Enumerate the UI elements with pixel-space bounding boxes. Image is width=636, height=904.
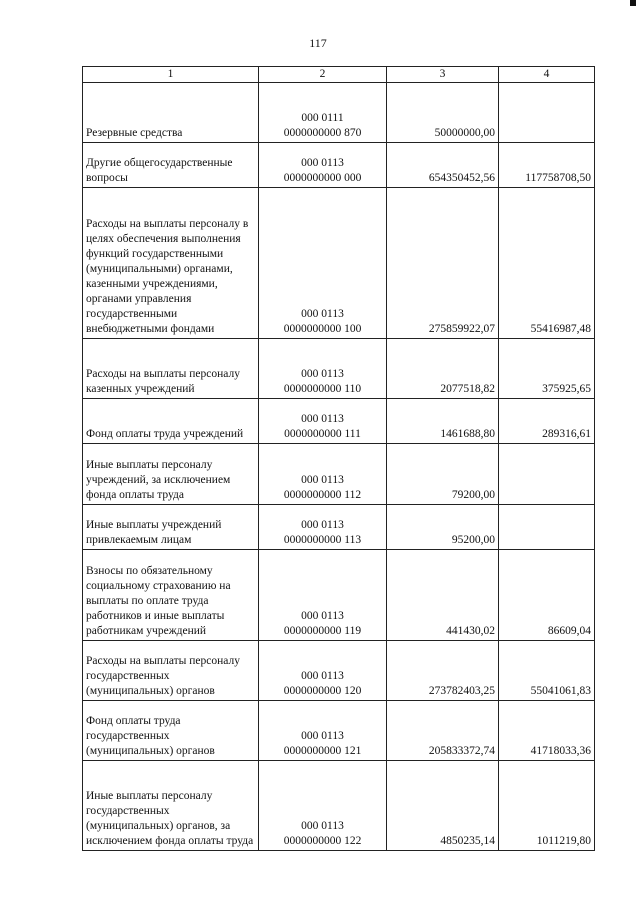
- row-name: Фонд оплаты труда государственных (муниципальных) органов: [83, 701, 259, 761]
- table-row: [83, 505, 595, 550]
- row-name: Иные выплаты персоналу учреждений, за исключением фонда оплаты труда: [83, 444, 259, 505]
- table-row: [83, 83, 595, 143]
- code-target: 0000000000 120: [283, 685, 362, 697]
- code-section: 000 0113: [301, 519, 344, 531]
- table-row: [83, 550, 595, 641]
- code-section: 000 0113: [301, 308, 344, 320]
- row-code: [259, 399, 387, 444]
- row-name: Резервные средства: [83, 83, 259, 143]
- code-section: 000 0113: [301, 670, 344, 682]
- budget-table: [82, 66, 595, 851]
- code-target: 0000000000 100: [283, 323, 362, 335]
- table-row: [83, 339, 595, 399]
- column-header: 4: [499, 67, 595, 83]
- row-col3-value: 4850235,14: [387, 761, 499, 851]
- code-target: 0000000000 119: [283, 625, 362, 637]
- row-col4-value: 86609,04: [499, 550, 595, 641]
- row-name: Иные выплаты учреждений привлекаемым лицам: [83, 505, 259, 550]
- row-col3-value: 441430,02: [387, 550, 499, 641]
- row-code: [259, 550, 387, 641]
- row-name: Другие общегосударственные вопросы: [83, 143, 259, 188]
- row-col4-value: [499, 505, 595, 550]
- code-section: 000 0113: [301, 368, 344, 380]
- code-target: 0000000000 111: [284, 428, 361, 440]
- code-target: 0000000000 110: [283, 383, 362, 395]
- row-col4-value: 55416987,48: [499, 188, 595, 339]
- row-code: [259, 641, 387, 701]
- row-col3-value: 654350452,56: [387, 143, 499, 188]
- code-target: 0000000000 113: [283, 534, 362, 546]
- table-row: [83, 701, 595, 761]
- row-col3-value: 275859922,07: [387, 188, 499, 339]
- row-col4-value: [499, 83, 595, 143]
- code-section: 000 0113: [301, 413, 344, 425]
- row-col4-value: 55041061,83: [499, 641, 595, 701]
- table-header-row: [83, 67, 595, 83]
- row-name: Расходы на выплаты персоналу в целях обеспечения выполнения функций государственными (муниципальными) органами, казенными учреждениями, органами управления государственными внебюджетными фондами: [83, 188, 259, 339]
- code-section: 000 0111: [301, 112, 344, 124]
- row-col4-value: 117758708,50: [499, 143, 595, 188]
- row-code: [259, 339, 387, 399]
- code-section: 000 0113: [301, 730, 344, 742]
- row-col4-value: 289316,61: [499, 399, 595, 444]
- code-section: 000 0113: [301, 157, 344, 169]
- row-col4-value: [499, 444, 595, 505]
- code-section: 000 0113: [301, 474, 344, 486]
- row-col3-value: 205833372,74: [387, 701, 499, 761]
- row-code: [259, 188, 387, 339]
- code-target: 0000000000 870: [283, 127, 362, 139]
- code-section: 000 0113: [301, 610, 344, 622]
- table-row: [83, 143, 595, 188]
- row-code: [259, 505, 387, 550]
- row-code: [259, 143, 387, 188]
- row-name: Расходы на выплаты персоналу государственных (муниципальных) органов: [83, 641, 259, 701]
- column-header: 1: [83, 67, 259, 83]
- row-code: [259, 761, 387, 851]
- table-row: [83, 188, 595, 339]
- row-col3-value: 1461688,80: [387, 399, 499, 444]
- code-target: 0000000000 122: [283, 835, 362, 847]
- row-col3-value: 273782403,25: [387, 641, 499, 701]
- code-target: 0000000000 112: [283, 489, 362, 501]
- row-name: Расходы на выплаты персоналу казенных учреждений: [83, 339, 259, 399]
- column-header: 2: [259, 67, 387, 83]
- table-row: [83, 444, 595, 505]
- row-col3-value: 79200,00: [387, 444, 499, 505]
- code-target: 0000000000 121: [283, 745, 362, 757]
- scan-corner-mark: [630, 0, 636, 6]
- row-name: Иные выплаты персоналу государственных (муниципальных) органов, за исключением фонда оплаты труда: [83, 761, 259, 851]
- row-col4-value: 375925,65: [499, 339, 595, 399]
- row-name: Фонд оплаты труда учреждений: [83, 399, 259, 444]
- row-name: Взносы по обязательному социальному страхованию на выплаты по оплате труда работников и иные выплаты работникам учреждений: [83, 550, 259, 641]
- column-header: 3: [387, 67, 499, 83]
- row-col3-value: 50000000,00: [387, 83, 499, 143]
- row-code: [259, 701, 387, 761]
- page-number: 117: [309, 36, 327, 50]
- code-target: 0000000000 000: [283, 172, 362, 184]
- table-row: [83, 641, 595, 701]
- row-col4-value: 41718033,36: [499, 701, 595, 761]
- code-section: 000 0113: [301, 820, 344, 832]
- row-code: [259, 83, 387, 143]
- table-row: [83, 761, 595, 851]
- table-row: [83, 399, 595, 444]
- row-code: [259, 444, 387, 505]
- row-col3-value: 2077518,82: [387, 339, 499, 399]
- row-col4-value: 1011219,80: [499, 761, 595, 851]
- row-col3-value: 95200,00: [387, 505, 499, 550]
